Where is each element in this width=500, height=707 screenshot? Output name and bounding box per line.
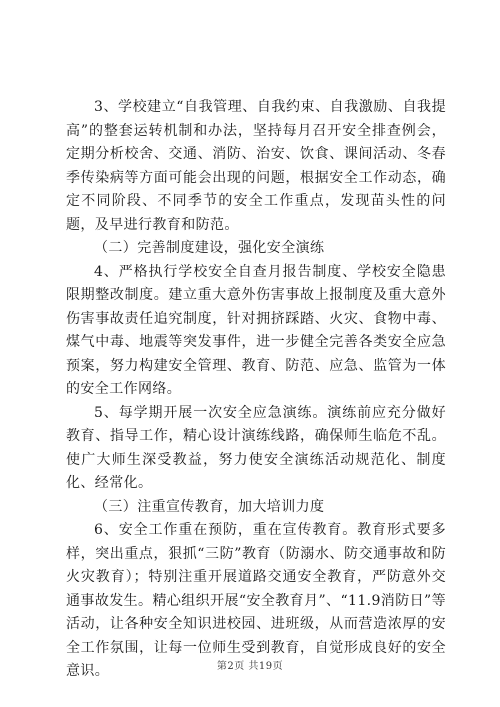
paragraph-item-6: 6、安全工作重在预防，重在宣传教育。教育形式要多样，突出重点，狠抓“三防”教育（防溺水、防交通事故和防火灾教育）；特别注重开展道路交通安全教育，严防意外交通事故发生。精心组织开展“安全教育月”、“11.9消防日”等活动，让各种安全知识进校园、进班级，从而营造浓厚的安全工作氛围，让每一位师生受到教育，自觉形成良好的安全意识。 <box>66 522 446 679</box>
paragraph-item-5: 5、每学期开展一次安全应急演练。演练前应充分做好教育、指导工作，精心设计演练线路，确保师生临危不乱。使广大师生深受教益，努力使安全演练活动规范化、制度化、经常化。 <box>66 404 446 491</box>
document-body <box>66 96 446 684</box>
section-heading-3: （三）注重宣传教育，加大培训力度 <box>94 498 325 515</box>
paragraph-item-3: 3、学校建立“自我管理、自我约束、自我激励、自我提高”的整套运转机制和办法，坚持每月召开安全排查例会，定期分析校舍、交通、消防、治安、饮食、课间活动、冬春季传染病等方面可能会出现的问题，根据安全工作动态，确定不同阶段、不同季节的安全工作重点，发现苗头性的问题，及早进行教育和防范。 <box>66 99 446 233</box>
paragraph-item-4: 4、严格执行学校安全自查月报告制度、学校安全隐患限期整改制度。建立重大意外伤害事故上报制度及重大意外伤害事故责任追究制度，针对拥挤踩踏、火灾、食物中毒、煤气中毒、地震等突发事件，进一步健全完善各类安全应急预案，努力构建安全管理、教育、防范、应急、监管为一体的安全工作网络。 <box>66 263 446 397</box>
page-number-footer: 第2页 共19页 <box>216 661 284 672</box>
section-heading-2: （二）完善制度建设，强化安全演练 <box>94 240 325 256</box>
